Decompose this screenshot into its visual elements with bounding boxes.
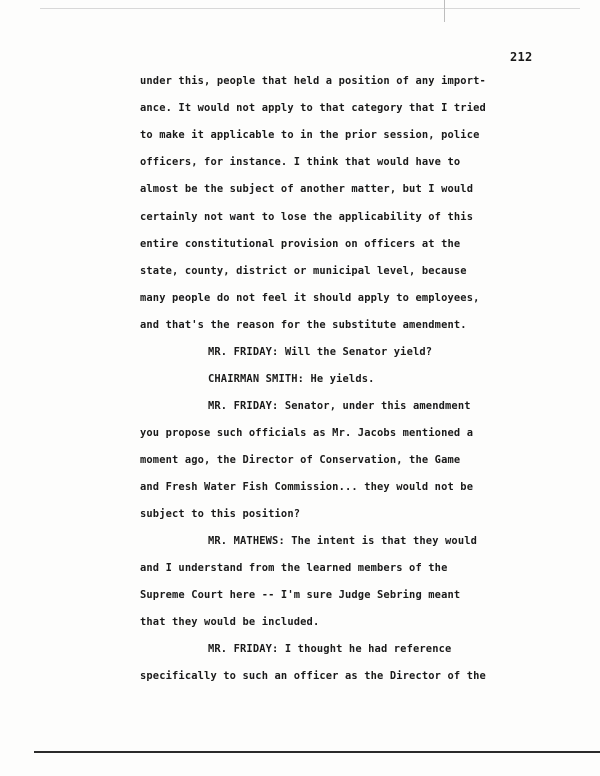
page-number: 212	[510, 50, 533, 64]
speaker-line: MR. FRIDAY: I thought he had reference	[208, 643, 452, 655]
text-line: moment ago, the Director of Conservation, the Game	[140, 454, 461, 466]
text-line: you propose such officials as Mr. Jacobs mentioned a	[140, 427, 474, 439]
text-line: specifically to such an officer as the Director of the	[140, 670, 486, 682]
text-line: many people do not feel it should apply to employees,	[140, 292, 480, 304]
text-line: to make it applicable to in the prior session, police	[140, 129, 480, 141]
text-line: that they would be included.	[140, 616, 320, 628]
text-line: entire constitutional provision on officers at the	[140, 238, 461, 250]
text-line: almost be the subject of another matter, but I would	[140, 183, 474, 195]
text-line: under this, people that held a position of any import-	[140, 75, 486, 87]
bottom-rule	[34, 751, 600, 753]
text-line: Supreme Court here -- I'm sure Judge Sebring meant	[140, 589, 461, 601]
text-line: certainly not want to lose the applicability of this	[140, 211, 474, 223]
text-line: and I understand from the learned members of the	[140, 562, 448, 574]
speaker-line: MR. FRIDAY: Will the Senator yield?	[208, 346, 433, 358]
page-top-edge	[40, 8, 580, 9]
text-line: subject to this position?	[140, 508, 301, 520]
text-line: officers, for instance. I think that would have to	[140, 156, 461, 168]
text-line: state, county, district or municipal level, because	[140, 265, 467, 277]
text-line: ance. It would not apply to that category that I tried	[140, 102, 486, 114]
page-edge-mark	[444, 0, 445, 22]
speaker-line: MR. FRIDAY: Senator, under this amendment	[208, 400, 471, 412]
text-line: and Fresh Water Fish Commission... they would not be	[140, 481, 474, 493]
speaker-line: MR. MATHEWS: The intent is that they would	[208, 535, 478, 547]
speaker-line: CHAIRMAN SMITH: He yields.	[208, 373, 375, 385]
text-line: and that's the reason for the substitute amendment.	[140, 319, 467, 331]
